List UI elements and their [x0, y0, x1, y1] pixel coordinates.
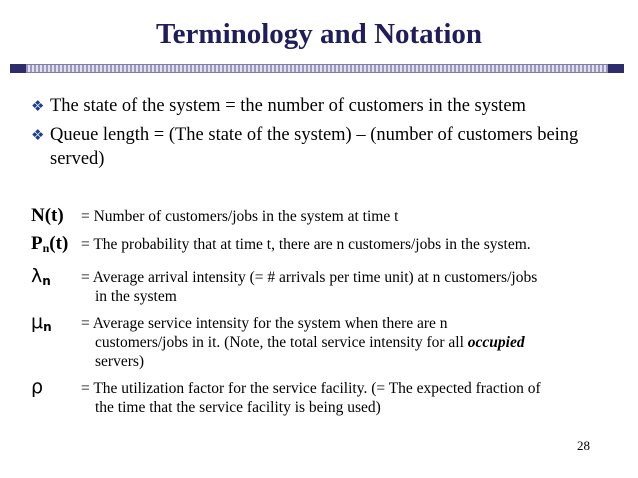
notation-list [31, 204, 631, 422]
bullet-item [31, 94, 631, 118]
bullet-list [31, 94, 631, 176]
diamond-bullet-icon: ❖ [31, 97, 45, 115]
notation-item [31, 265, 631, 306]
bullet-text: The state of the system = the number of customers in the system [50, 96, 526, 116]
notation-symbol: N(t) [31, 205, 64, 226]
symbol-base: P [31, 233, 43, 254]
notation-description [81, 232, 631, 260]
bullet-text: Queue length = (The state of the system) – (number of customers being served) [50, 125, 579, 169]
notation-symbol [31, 232, 81, 260]
divider-cap-left [10, 64, 26, 73]
symbol-base: μ [31, 311, 44, 333]
description-line: in the system [95, 288, 177, 305]
notation-description [81, 204, 631, 227]
symbol-subscript: n [42, 241, 50, 255]
description-line: = The probability that at time t, there are n customers/jobs in the system. [81, 236, 531, 253]
description-line: = Average service intensity for the system when there are n [81, 315, 448, 332]
notation-description [81, 265, 631, 306]
symbol-subscript: n [43, 320, 52, 334]
symbol-tail: (t) [49, 233, 69, 254]
diamond-bullet-icon: ❖ [31, 126, 45, 144]
description-line: = The utilization factor for the service facility. (= The expected fraction of [81, 380, 541, 397]
notation-symbol [31, 265, 81, 306]
description-text: customers/jobs in it. (Note, the total service intensity for all [95, 334, 468, 351]
symbol-subscript: n [42, 274, 51, 288]
description-line: the time that the service facility is being used) [95, 399, 381, 416]
description-line: = Average arrival intensity (= # arrivals per time unit) at n customers/jobs [81, 269, 538, 286]
notation-item [31, 311, 631, 371]
slide-title: Terminology and Notation [155, 18, 483, 50]
description-line: servers) [95, 353, 145, 370]
notation-symbol [31, 311, 81, 371]
divider-cap-right [608, 64, 624, 73]
title-divider [10, 64, 624, 73]
description-line [81, 333, 631, 352]
notation-item [31, 232, 631, 260]
bullet-item [31, 123, 631, 171]
notation-description [81, 311, 631, 371]
notation-symbol: ρ [31, 376, 44, 398]
notation-item [31, 376, 631, 417]
notation-description [81, 376, 631, 417]
description-line: = Number of customers/jobs in the system at time t [81, 208, 399, 225]
notation-item [31, 204, 631, 227]
emphasis-text: occupied [467, 334, 525, 351]
symbol-base: λ [31, 265, 43, 287]
page-number: 28 [577, 438, 590, 453]
